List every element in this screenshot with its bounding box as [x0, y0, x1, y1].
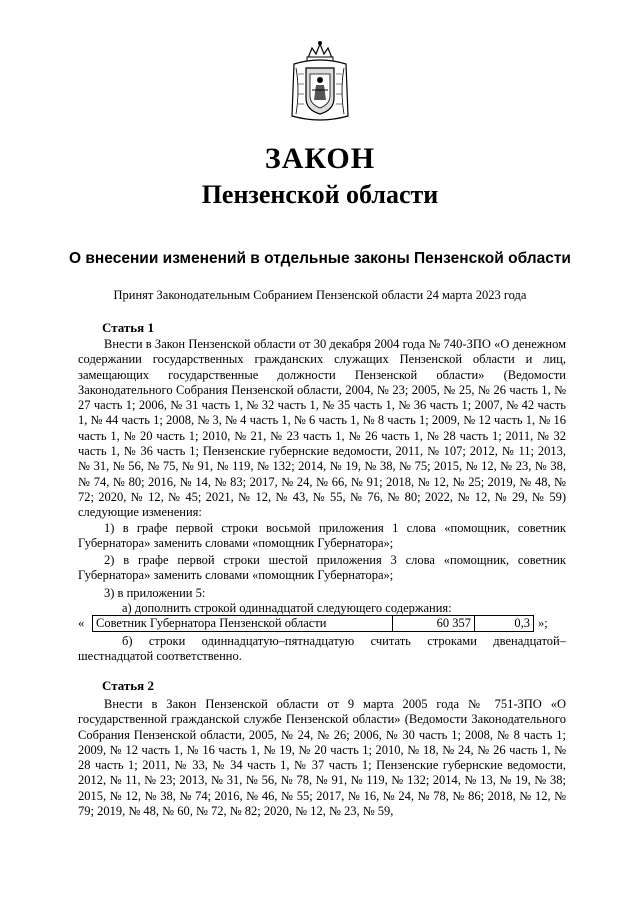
inserted-table-row — [78, 615, 566, 631]
adoption-line: Принят Законодательным Собранием Пензенской области 24 марта 2023 года — [113, 288, 527, 302]
table-cell-coefficient: 0,3 — [514, 616, 530, 630]
article-1-item-1: 1) в графе первой строки восьмой приложения 1 слова «помощник, советник Губернатора» заменить словами «помощник Губернатора»; — [78, 521, 566, 551]
law-subject: О внесении изменений в отдельные законы Пензенской области — [69, 250, 571, 267]
document-title: ЗАКОН — [264, 142, 376, 175]
article-2-heading: Статья 2 — [102, 678, 154, 693]
article-1-heading: Статья 1 — [102, 320, 154, 335]
article-1-item-3a: а) дополнить строкой одиннадцатой следующего содержания: — [122, 601, 452, 615]
table-row-cells — [92, 615, 534, 632]
table-open-quote: « — [78, 616, 85, 630]
article-2-intro: Внести в Закон Пензенской области от 9 марта 2005 года № 751-ЗПО «О государственной гражданской службе Пензенской области» (Ведомости Законодательного Собрания Пензенской области, 2005, № 24, № 26; 2006, № 30 часть 1; 2008, № 8 часть 1; 2009, № 12 часть 1, № 16 часть 1, № 19, № 20 часть 1; 2010, № 18, № 24, № 26 часть 1, № 28 часть 1; 2011, № 33, № 34 часть 1, № 37 часть 1; Пензенские губернские ведомости, 2012, № 11, № 23; 2013, № 31, № 56, № 78, № 91, № 119, № 132; 2014, № 13, № 19, № 38; 2015, № 12, № 38, № 74; 2016, № 46, № 55; 2017, № 16, № 24, № 78, № 86; 2018, № 12, № 79; 2019, № 48, № 60, № 72, № 82; 2020, № 12, № 23, № 59, — [78, 697, 566, 819]
article-1-body — [78, 337, 566, 521]
coat-of-arms-emblem — [286, 40, 354, 124]
table-cell-position: Советник Губернатора Пензенской области — [93, 616, 393, 631]
table-cell-salary: 60 357 — [393, 616, 475, 631]
article-1-intro: Внести в Закон Пензенской области от 30 декабря 2004 года № 740-ЗПО «О денежном содержании государственных гражданских служащих Пензенской области и лиц, замещающих государственные должности Пензенской области» (Ведомости Законодательного Собрания Пензенской области, 2004, № 23; 2005, № 25, № 26 часть 1, № 27 часть 1; 2006, № 31 часть 1, № 32 часть 1, № 35 часть 1, № 36 часть 1; 2007, № 42 часть 1, № 44 часть 1; 2008, № 3, № 4 часть 1, № 6 часть 1, № 8 часть 1; 2009, № 12 часть 1, № 16 часть 1, № 20 часть 1; 2010, № 21, № 23 часть 1, № 26 часть 1, № 28 часть 1; 2011, № 32 часть 1, № 36 часть 1; Пензенские губернские ведомости, 2011, № 107; 2012, № 11; 2013, № 31, № 56, № 75, № 91, № 119, № 132; 2014, № 19, № 38, № 75; 2015, № 12, № 23, № 38, № 74, № 80; 2016, № 14, № 83; 2017, № 24, № 66, № 91; 2018, № 12, № 25; 2019, № 48, № 72; 2020, № 12, № 45; 2021, № 12, № 43, № 55, № 76, № 80; 2022, № 12, № 29, № 59) следующие изменения: — [78, 337, 566, 520]
article-1-item-2: 2) в графе первой строки шестой приложения 3 слова «помощник, советник Губернатора» заменить словами «помощник Губернатора»; — [78, 553, 566, 583]
document-region: Пензенской области — [201, 180, 439, 209]
article-1-item-3b: б) строки одиннадцатую–пятнадцатую считать строками двенадцатой–шестнадцатой соответственно. — [78, 634, 566, 664]
table-close-quote: »; — [538, 616, 548, 630]
article-1-item-3: 3) в приложении 5: — [104, 586, 206, 600]
article-2-body — [78, 697, 566, 819]
